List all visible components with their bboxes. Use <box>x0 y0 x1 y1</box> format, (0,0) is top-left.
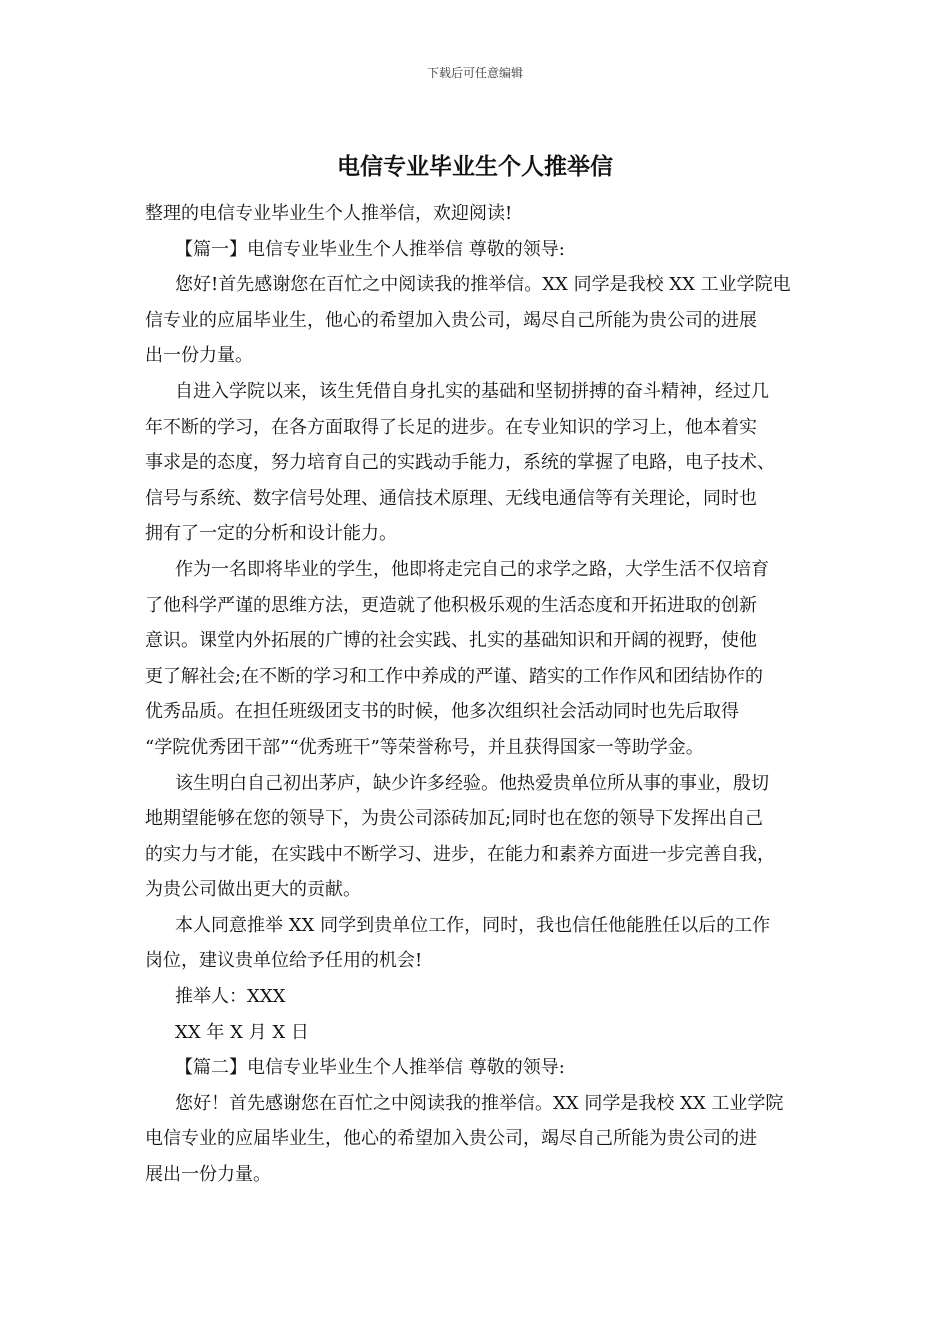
body-line: 岗位，建议贵单位给予任用的机会! <box>145 950 423 972</box>
section-heading-1: 【篇一】电信专业毕业生个人推举信 尊敬的领导: <box>175 238 565 260</box>
body-line: 该生明白自己初出茅庐，缺少许多经验。他热爱贵单位所从事的事业，殷切 <box>175 772 769 794</box>
body-line: 展出一份力量。 <box>145 1164 271 1186</box>
body-line: 优秀品质。在担任班级团支书的时候，他多次组织社会活动同时也先后取得 <box>145 701 739 723</box>
body-line: 意识。课堂内外拓展的广博的社会实践、扎实的基础知识和开阔的视野，使他 <box>145 630 757 652</box>
page-header-note: 下载后可任意编辑 <box>426 66 523 80</box>
body-line: “学院优秀团干部”“优秀班干”等荣誉称号，并且获得国家一等助学金。 <box>145 736 704 758</box>
document-title: 电信专业毕业生个人推举信 <box>337 154 613 180</box>
body-line: 整理的电信专业毕业生个人推举信，欢迎阅读! <box>145 203 513 224</box>
body-line: 事求是的态度，努力培育自己的实践动手能力，系统的掌握了电路，电子技术、 <box>145 452 775 474</box>
body-line: 作为一名即将毕业的学生，他即将走完自己的求学之路，大学生活不仅培育 <box>175 558 769 580</box>
body-line: 了他科学严谨的思维方法，更造就了他积极乐观的生活态度和开拓进取的创新 <box>145 594 757 616</box>
signature-date: XX 年 X 月 X 日 <box>175 1021 309 1043</box>
body-line: 您好！首先感谢您在百忙之中阅读我的推举信。XX 同学是我校 XX 工业学院 <box>175 1092 784 1114</box>
body-line: 的实力与才能，在实践中不断学习、进步，在能力和素养方面进一步完善自我， <box>145 843 775 865</box>
signature-recommender: 推举人：XXX <box>175 986 286 1008</box>
body-line: 拥有了一定的分析和设计能力。 <box>145 523 397 545</box>
body-line: 年不断的学习，在各方面取得了长足的进步。在专业知识的学习上，他本着实 <box>145 416 757 438</box>
body-line: 地期望能够在您的领导下，为贵公司添砖加瓦;同时也在您的领导下发挥出自己 <box>145 808 764 830</box>
body-line: 电信专业的应届毕业生，他心的希望加入贵公司，竭尽自己所能为贵公司的进 <box>145 1128 757 1150</box>
body-line: 信号与系统、数字信号处理、通信技术原理、无线电通信等有关理论，同时也 <box>145 487 757 509</box>
body-line: 信专业的应届毕业生，他心的希望加入贵公司，竭尽自己所能为贵公司的进展 <box>145 309 757 331</box>
body-line: 本人同意推举 XX 同学到贵单位工作，同时，我也信任他能胜任以后的工作 <box>175 914 771 936</box>
section-heading-2: 【篇二】电信专业毕业生个人推举信 尊敬的领导: <box>175 1057 565 1079</box>
document-body <box>145 196 821 1193</box>
body-line: 出一份力量。 <box>145 345 253 367</box>
body-line: 更了解社会;在不断的学习和工作中养成的严谨、踏实的工作作风和团结协作的 <box>145 665 764 687</box>
body-line: 为贵公司做出更大的贡献。 <box>145 879 361 901</box>
body-line: 您好!首先感谢您在百忙之中阅读我的推举信。XX 同学是我校 XX 工业学院电 <box>175 274 791 296</box>
body-line: 自进入学院以来，该生凭借自身扎实的基础和坚韧拼搏的奋斗精神，经过几 <box>175 380 769 402</box>
